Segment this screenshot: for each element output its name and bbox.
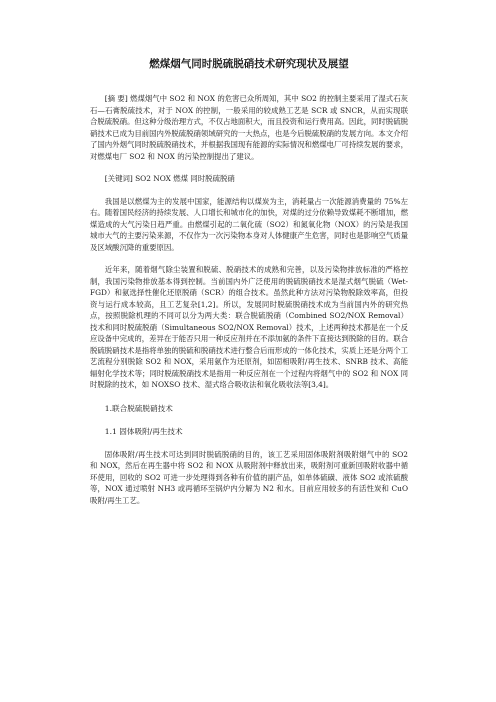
body-paragraph-intro: 我国是以燃煤为主的发展中国家，能源结构以煤炭为主，消耗量占一次能源消费量的 75%左右。随着国民经济的持续发展、人口增长和城市化的加快，对煤的过分依赖导致煤耗不断增加，燃煤造成的大气污染日趋严重。由燃煤引起的二氧化硫（SO2）和氮氧化物（NOX）的污染是我国城市大气的主要污染来源，不仅作为一次污染物本身对人体健康产生危害，同时也是影响空气质量及区域酸沉降的重要原因。	[90, 196, 408, 252]
keywords-line: [关键词] SO2 NOX 燃煤 同时脱硫脱硝	[104, 174, 235, 183]
body-paragraph-background: 近年来，随着烟气除尘装置和脱硫、脱硝技术的成熟和完善，以及污染物排放标准的严格控制，我国污染物排放基本得到控制。当前国内外广泛使用的脱硫脱硝技术是湿式烟气脱硫（Wet-FGD）和氨选择性催化还原脱硝（SCR）的组合技术。虽然此种方法对污染物脱除效率高，但投资与运行成本较高，且工艺复杂[1,2]。所以，发展同时脱硫脱硝技术成为当前国内外的研究热点，按照脱除机理的不同可以分为两大类：联合脱硫脱硝（Combined SO2/NOX Removal）技术和同时脱硫脱硝（Simultaneous SO2/NOX Removal）技术，上述两种技术都是在一个反应设备中完成的，差异在于能否只用一种反应剂并在不添加氨的条件下直接达到脱除的目的。联合脱硫脱硝技术是指将单独的脱硫和脱硝技术进行整合后而形成的一体化技术，实质上还是分两个工艺流程分别脱除 SO2 和 NOX，采用氨作为还原剂，如固相吸附/再生技术、SNRB 技术、高能辐射化学技术等；同时脱硫脱硝技术是指用一种反应剂在一个过程内将烟气中的 SO2 和 NOX 同时脱除的技术，如 NOXSO 技术、湿式络合吸收法和氧化吸收法等[3,4]。	[90, 265, 408, 389]
abstract-paragraph: [摘 要] 燃煤烟气中 SO2 和 NOX 的危害已众所周知，其中 SO2 的控制主要采用了湿式石灰石—石膏脱硫技术，对于 NOX 的控制，一般采用的较成熟工艺是 SCR 或 SNCR，从而实现联合脱硫脱硝。但这种分级治理方式，不仅占地面积大，而且投资和运行费用高。因此，同时脱硫脱硝技术已成为目前国内外脱硫脱硝领域研究的一大热点，也是今后脱硫脱硝的发展方向。本文介绍了国内外烟气同时脱硫脱硝技术，并根据我国现有能源的实际情况和燃煤电厂可持续发展的要求，对燃煤电厂 SO2 和 NOX 的污染控制提出了建议。	[90, 94, 408, 161]
section-heading-1-1: 1.1 固体吸附/再生技术	[104, 427, 183, 436]
document-title: 燃煤烟气同时脱硫脱硝技术研究现状及展望	[149, 58, 349, 70]
section-heading-1: 1.联合脱硫脱硝技术	[104, 403, 173, 413]
body-paragraph-1-1: 固体吸附/再生技术可达到同时脱硫脱硝的目的，该工艺采用固体吸附剂吸附烟气中的 SO2 和 NOX，然后在再生器中将 SO2 和 NOX 从吸附剂中释放出来，吸附剂可重新回吸附收器中循环使用，回收的 SO2 可进一步处理得到各种有价值的副产品，如单体硫磺、液体 SO2 或浓硫酸等，NOX 通过喷射 NH3 或再循环至锅炉内分解为 N2 和水。目前应用较多的有活性炭和 CuO 吸附/再生工艺。	[90, 449, 408, 505]
document-page	[90, 58, 408, 506]
